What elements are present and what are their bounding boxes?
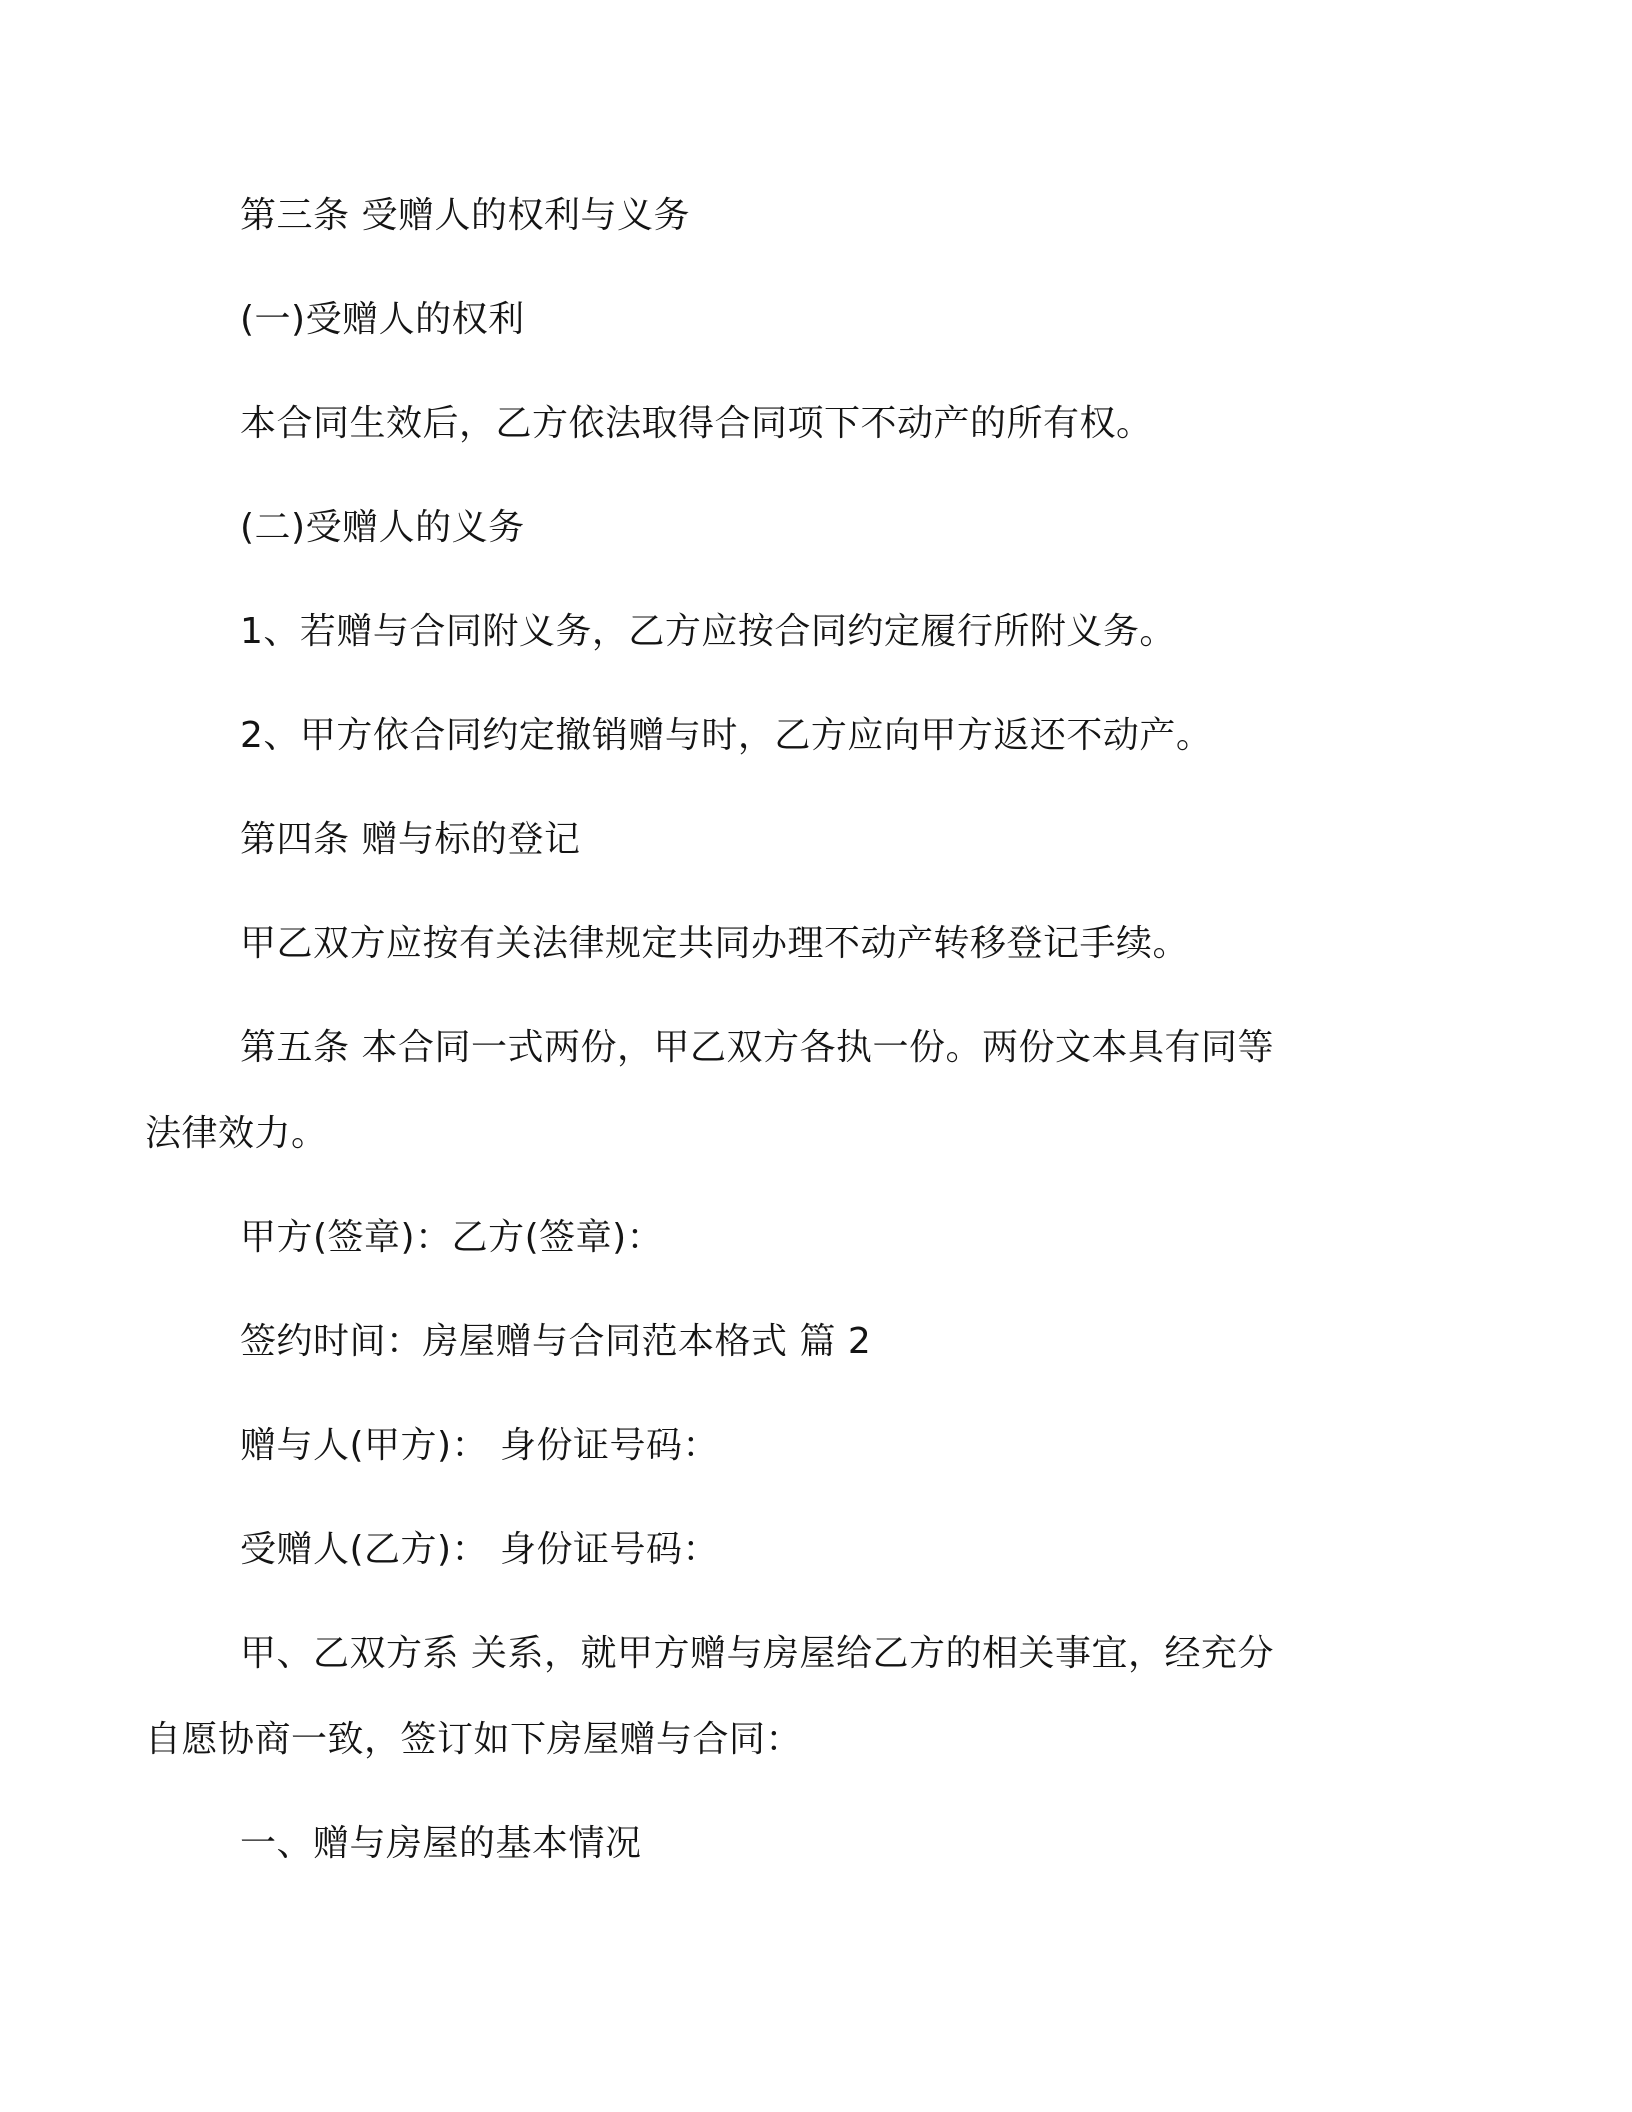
- article-5-line-1: 第五条 本合同一式两份，甲乙双方各执一份。两份文本具有同等: [240, 1027, 1274, 1068]
- article-3-title: 第三条 受赠人的权利与义务: [240, 195, 690, 236]
- article-5-line-2-text: 法律效力。: [145, 1113, 328, 1154]
- duties-heading: (二)受赠人的义务: [240, 507, 525, 548]
- duty-item-1: 1、若赠与合同附义务，乙方应按合同约定履行所附义务。: [240, 611, 1176, 652]
- signature-line: 甲方(签章)：乙方(签章)：: [240, 1217, 664, 1258]
- donee-line: 受赠人(乙方)： 身份证号码：: [240, 1529, 720, 1570]
- preamble-line-1: 甲、乙双方系 关系，就甲方赠与房屋给乙方的相关事宜，经充分: [240, 1633, 1274, 1674]
- section-1-title: 一、赠与房屋的基本情况: [240, 1823, 642, 1864]
- signing-time-line: 签约时间：房屋赠与合同范本格式 篇 2: [240, 1321, 872, 1362]
- article-4-body: 甲乙双方应按有关法律规定共同办理不动产转移登记手续。: [240, 923, 1190, 964]
- duty-item-2: 2、甲方依合同约定撤销赠与时，乙方应向甲方返还不动产。: [240, 715, 1213, 756]
- rights-body: 本合同生效后，乙方依法取得合同项下不动产的所有权。: [240, 403, 1153, 444]
- article-4-title: 第四条 赠与标的登记: [240, 819, 581, 860]
- preamble-line-2-text: 自愿协商一致，签订如下房屋赠与合同：: [145, 1719, 803, 1760]
- rights-heading: (一)受赠人的权利: [240, 299, 525, 340]
- donor-line: 赠与人(甲方)： 身份证号码：: [240, 1425, 720, 1466]
